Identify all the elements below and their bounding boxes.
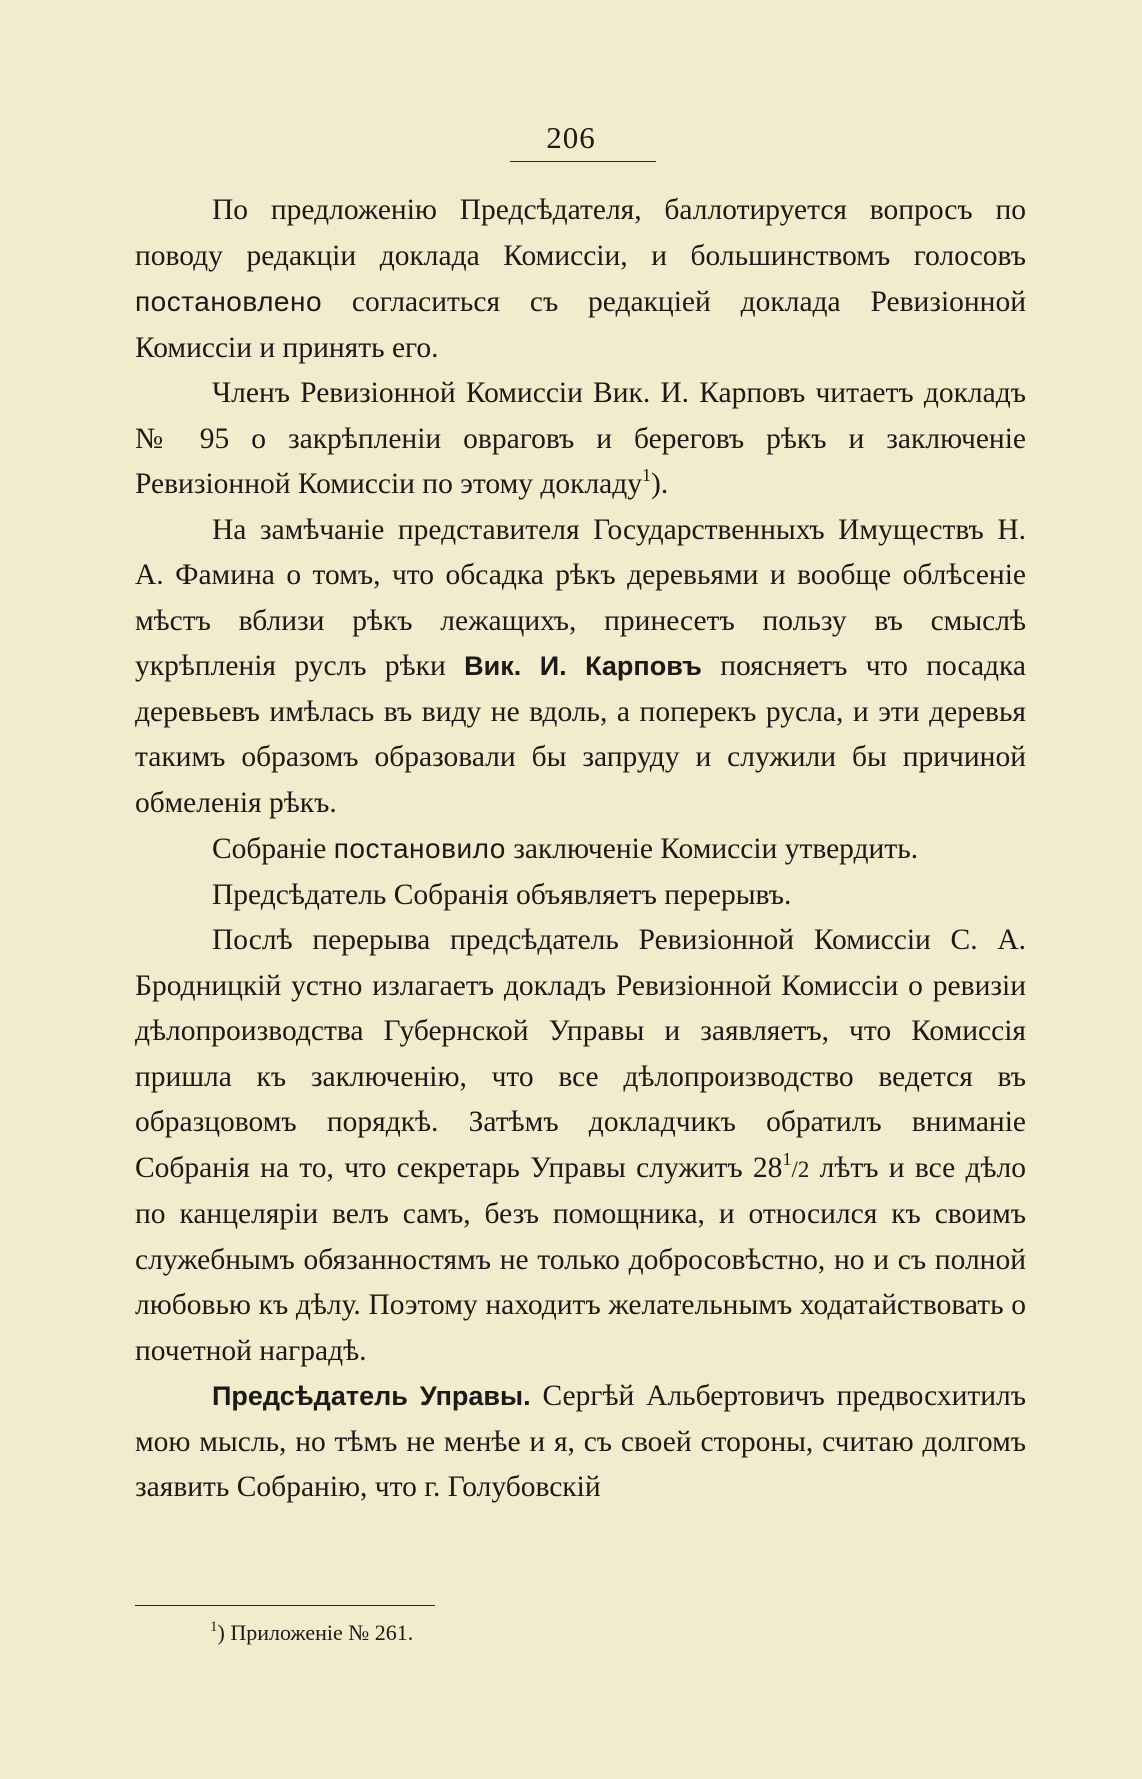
paragraph-7: [135, 1374, 1026, 1511]
fraction-denominator: /2: [791, 1156, 810, 1182]
header-rule: [510, 161, 656, 162]
paragraph-3: [135, 508, 1026, 827]
paragraph-1-text-c: согласиться съ редакціей доклада Ревизіонной Комиссіи и принять его.: [135, 286, 1027, 364]
paragraph-4-text-a: Собраніе: [212, 833, 327, 865]
paragraph-3-text-c: поясняетъ что посадка деревьевъ имѣлась въ виду не вдоль, а поперекъ русла, и эти деревья такимъ образомъ образовали бы запруду и служили бы причиной обмеленія рѣкъ.: [135, 650, 1027, 819]
footnote: [210, 1618, 910, 1648]
paragraph-1: [135, 188, 1026, 371]
footnote-reference: 1: [642, 465, 652, 485]
page-number: 206: [546, 120, 596, 155]
paragraph-5-text-a: Предсѣдатель Собранія объявляетъ перерывъ.: [212, 878, 792, 911]
paragraph-2: [135, 371, 1026, 508]
paragraph-5: [135, 873, 1026, 919]
paragraph-3-speaker: Вик. И. Карповъ: [464, 651, 702, 681]
body-text: [135, 188, 1026, 1511]
footnote-text: Приложеніе № 261.: [230, 1620, 414, 1645]
paragraph-6-text-a: Послѣ перерыва предсѣдатель Ревизіонной Комиссіи С. А. Бродницкій устно излагаетъ докладъ Ревизіонной Комиссіи о ревизіи дѣлопроизводства Губернской Управы и заявляетъ, что Комиссія пришла къ заключенію, что все дѣлопроизводство ведется въ образцовомъ порядкѣ. Затѣмъ докладчикъ обратилъ вниманіе Собранія на то, что секретарь Управы служитъ 28: [135, 924, 1026, 1184]
paragraph-7-text-a: Сергѣй Альбертовичъ предвосхитилъ мою мысль, но тѣмъ не менѣе и я, съ своей стороны, считаю долгомъ заявить Собранію, что г. Голубовскій: [135, 1380, 1027, 1503]
paragraph-6: [135, 918, 1026, 1374]
footnote-mark: 1: [210, 1619, 218, 1635]
paragraph-6-text-b: лѣтъ и все дѣло по канцеляріи велъ самъ, безъ помощника, и относился къ своимъ служебнымъ обязанностямъ не только добросовѣстно, но и съ полной любовью къ дѣлу. Поэтому находитъ желательнымъ ходатайствовать о почетной наградѣ.: [135, 1151, 1026, 1367]
paragraph-1-text-a: По предложенію Предсѣдателя, баллотируется вопросъ по поводу редакціи доклада Комиссіи, и большинствомъ голосовъ: [135, 194, 1026, 272]
paragraph-3-text-a: На замѣчаніе представителя Государственныхъ Имуществъ Н. А. Фамина о томъ, что обсадка рѣкъ деревьями и вообще облѣсеніе мѣстъ вблизи рѣкъ лежащихъ, принесетъ пользу въ смыслѣ укрѣпленія руслъ рѣки: [135, 513, 1026, 682]
footnote-mark-close: ): [217, 1620, 225, 1645]
paragraph-2-text-a: Членъ Ревизіонной Комиссіи Вик. И. Карповъ читаетъ докладъ № 95 о закрѣпленіи овраговъ и береговъ рѣкъ и заключеніе Ревизіонной Комиссіи по этому докладу: [135, 377, 1026, 500]
footnote-rule: [135, 1605, 435, 1606]
paragraph-4-emphasis: постановило: [333, 833, 506, 864]
paragraph-2-text-b: ).: [651, 468, 669, 500]
paragraph-1-emphasis: постановлено: [135, 286, 323, 317]
paragraph-4: [135, 826, 1026, 873]
fraction-numerator: 1: [782, 1148, 792, 1169]
paragraph-7-speaker: Предсѣдатель Управы.: [212, 1381, 531, 1411]
paragraph-4-text-c: заключеніе Комиссіи утвердить.: [513, 833, 919, 865]
